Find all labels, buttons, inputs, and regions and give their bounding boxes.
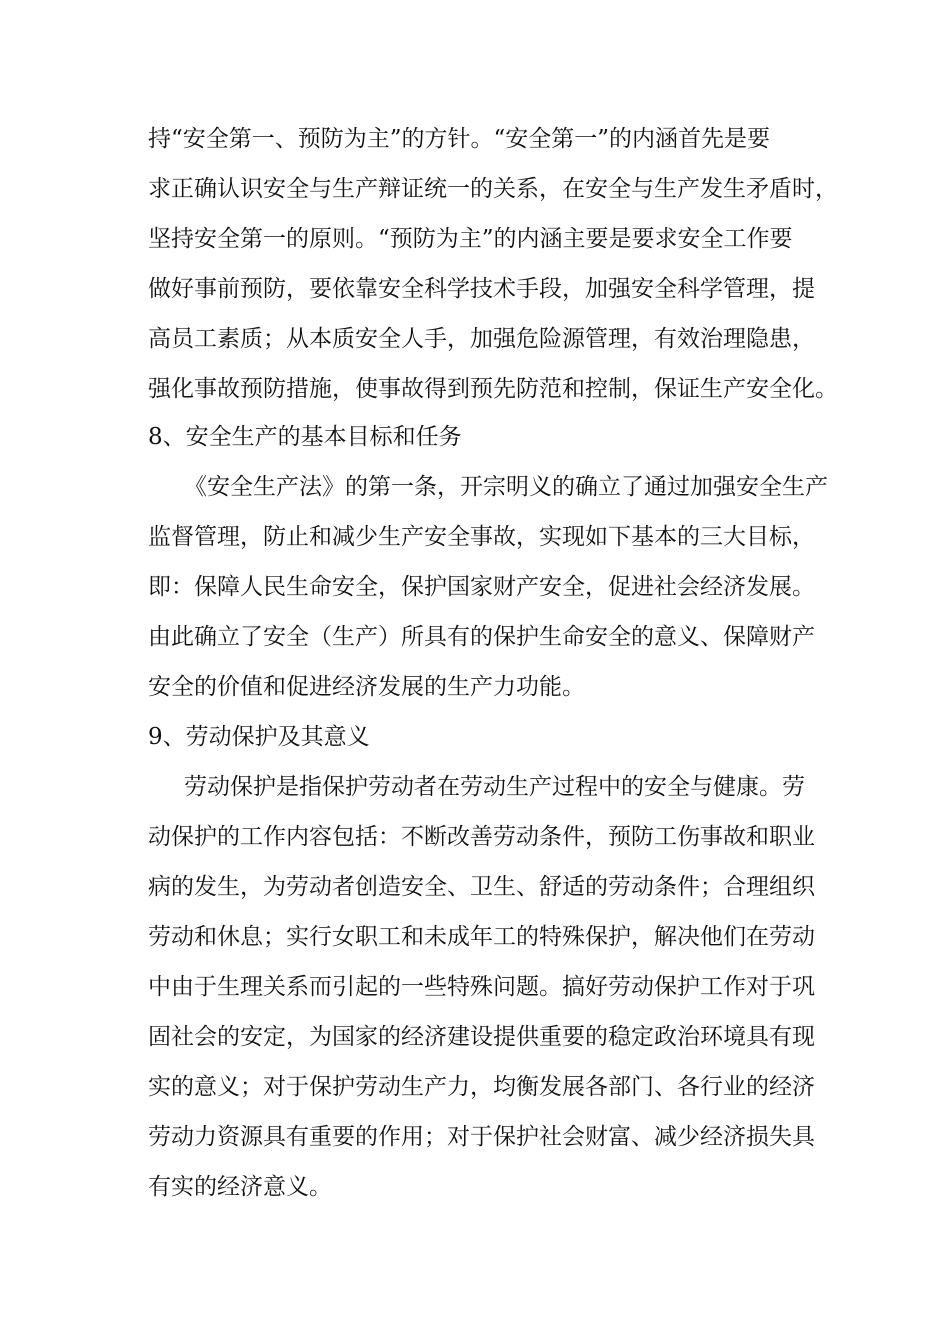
paragraph-line: 有实的经济意义。 [148,1174,332,1200]
paragraph-line: 持“安全第一、预防为主”的方针。“安全第一”的内涵首先是要 [148,126,771,152]
paragraph-line: 实的意义；对于保护劳动生产力，均衡发展各部门、各行业的经济 [148,1074,815,1100]
paragraph-line: 安全的价值和促进经济发展的生产力功能。 [148,674,585,700]
section-heading-8: 8、安全生产的基本目标和任务 [148,424,462,450]
section-heading-9: 9、劳动保护及其意义 [148,724,370,750]
paragraph-line: 病的发生，为劳动者创造安全、卫生、舒适的劳动条件；合理组织 [148,874,815,900]
paragraph-line: 劳动和休息；实行女职工和未成年工的特殊保护，解决他们在劳动 [148,924,815,950]
paragraph-line: 监督管理，防止和减少生产安全事故，实现如下基本的三大目标， [148,524,815,550]
paragraph-line: 动保护的工作内容包括：不断改善劳动条件，预防工伤事故和职业 [148,824,815,850]
paragraph-line: 《安全生产法》的第一条，开宗明义的确立了通过加强安全生产 [184,474,828,500]
paragraph-line: 强化事故预防措施，使事故得到预先防范和控制，保证生产安全化。 [148,376,838,402]
paragraph-line: 高员工素质；从本质安全人手，加强危险源管理，有效治理隐患， [148,326,815,352]
paragraph-line: 中由于生理关系而引起的一些特殊问题。搞好劳动保护工作对于巩 [148,974,815,1000]
paragraph-line: 求正确认识安全与生产辩证统一的关系，在安全与生产发生矛盾时， [148,176,838,202]
paragraph-line: 劳动保护是指保护劳动者在劳动生产过程中的安全与健康。劳 [184,774,805,800]
paragraph-line: 由此确立了安全（生产）所具有的保护生命安全的意义、保障财产 [148,624,815,650]
paragraph-line: 固社会的安定，为国家的经济建设提供重要的稳定政治环境具有现 [148,1024,815,1050]
paragraph-line: 即：保障人民生命安全，保护国家财产安全，促进社会经济发展。 [148,574,815,600]
paragraph-line: 做好事前预防，要依靠安全科学技术手段，加强安全科学管理，提 [148,276,815,302]
paragraph-line: 劳动力资源具有重要的作用；对于保护社会财富、减少经济损失具 [148,1124,815,1150]
paragraph-line: 坚持安全第一的原则。“预防为主”的内涵主要是要求安全工作要 [148,226,793,252]
